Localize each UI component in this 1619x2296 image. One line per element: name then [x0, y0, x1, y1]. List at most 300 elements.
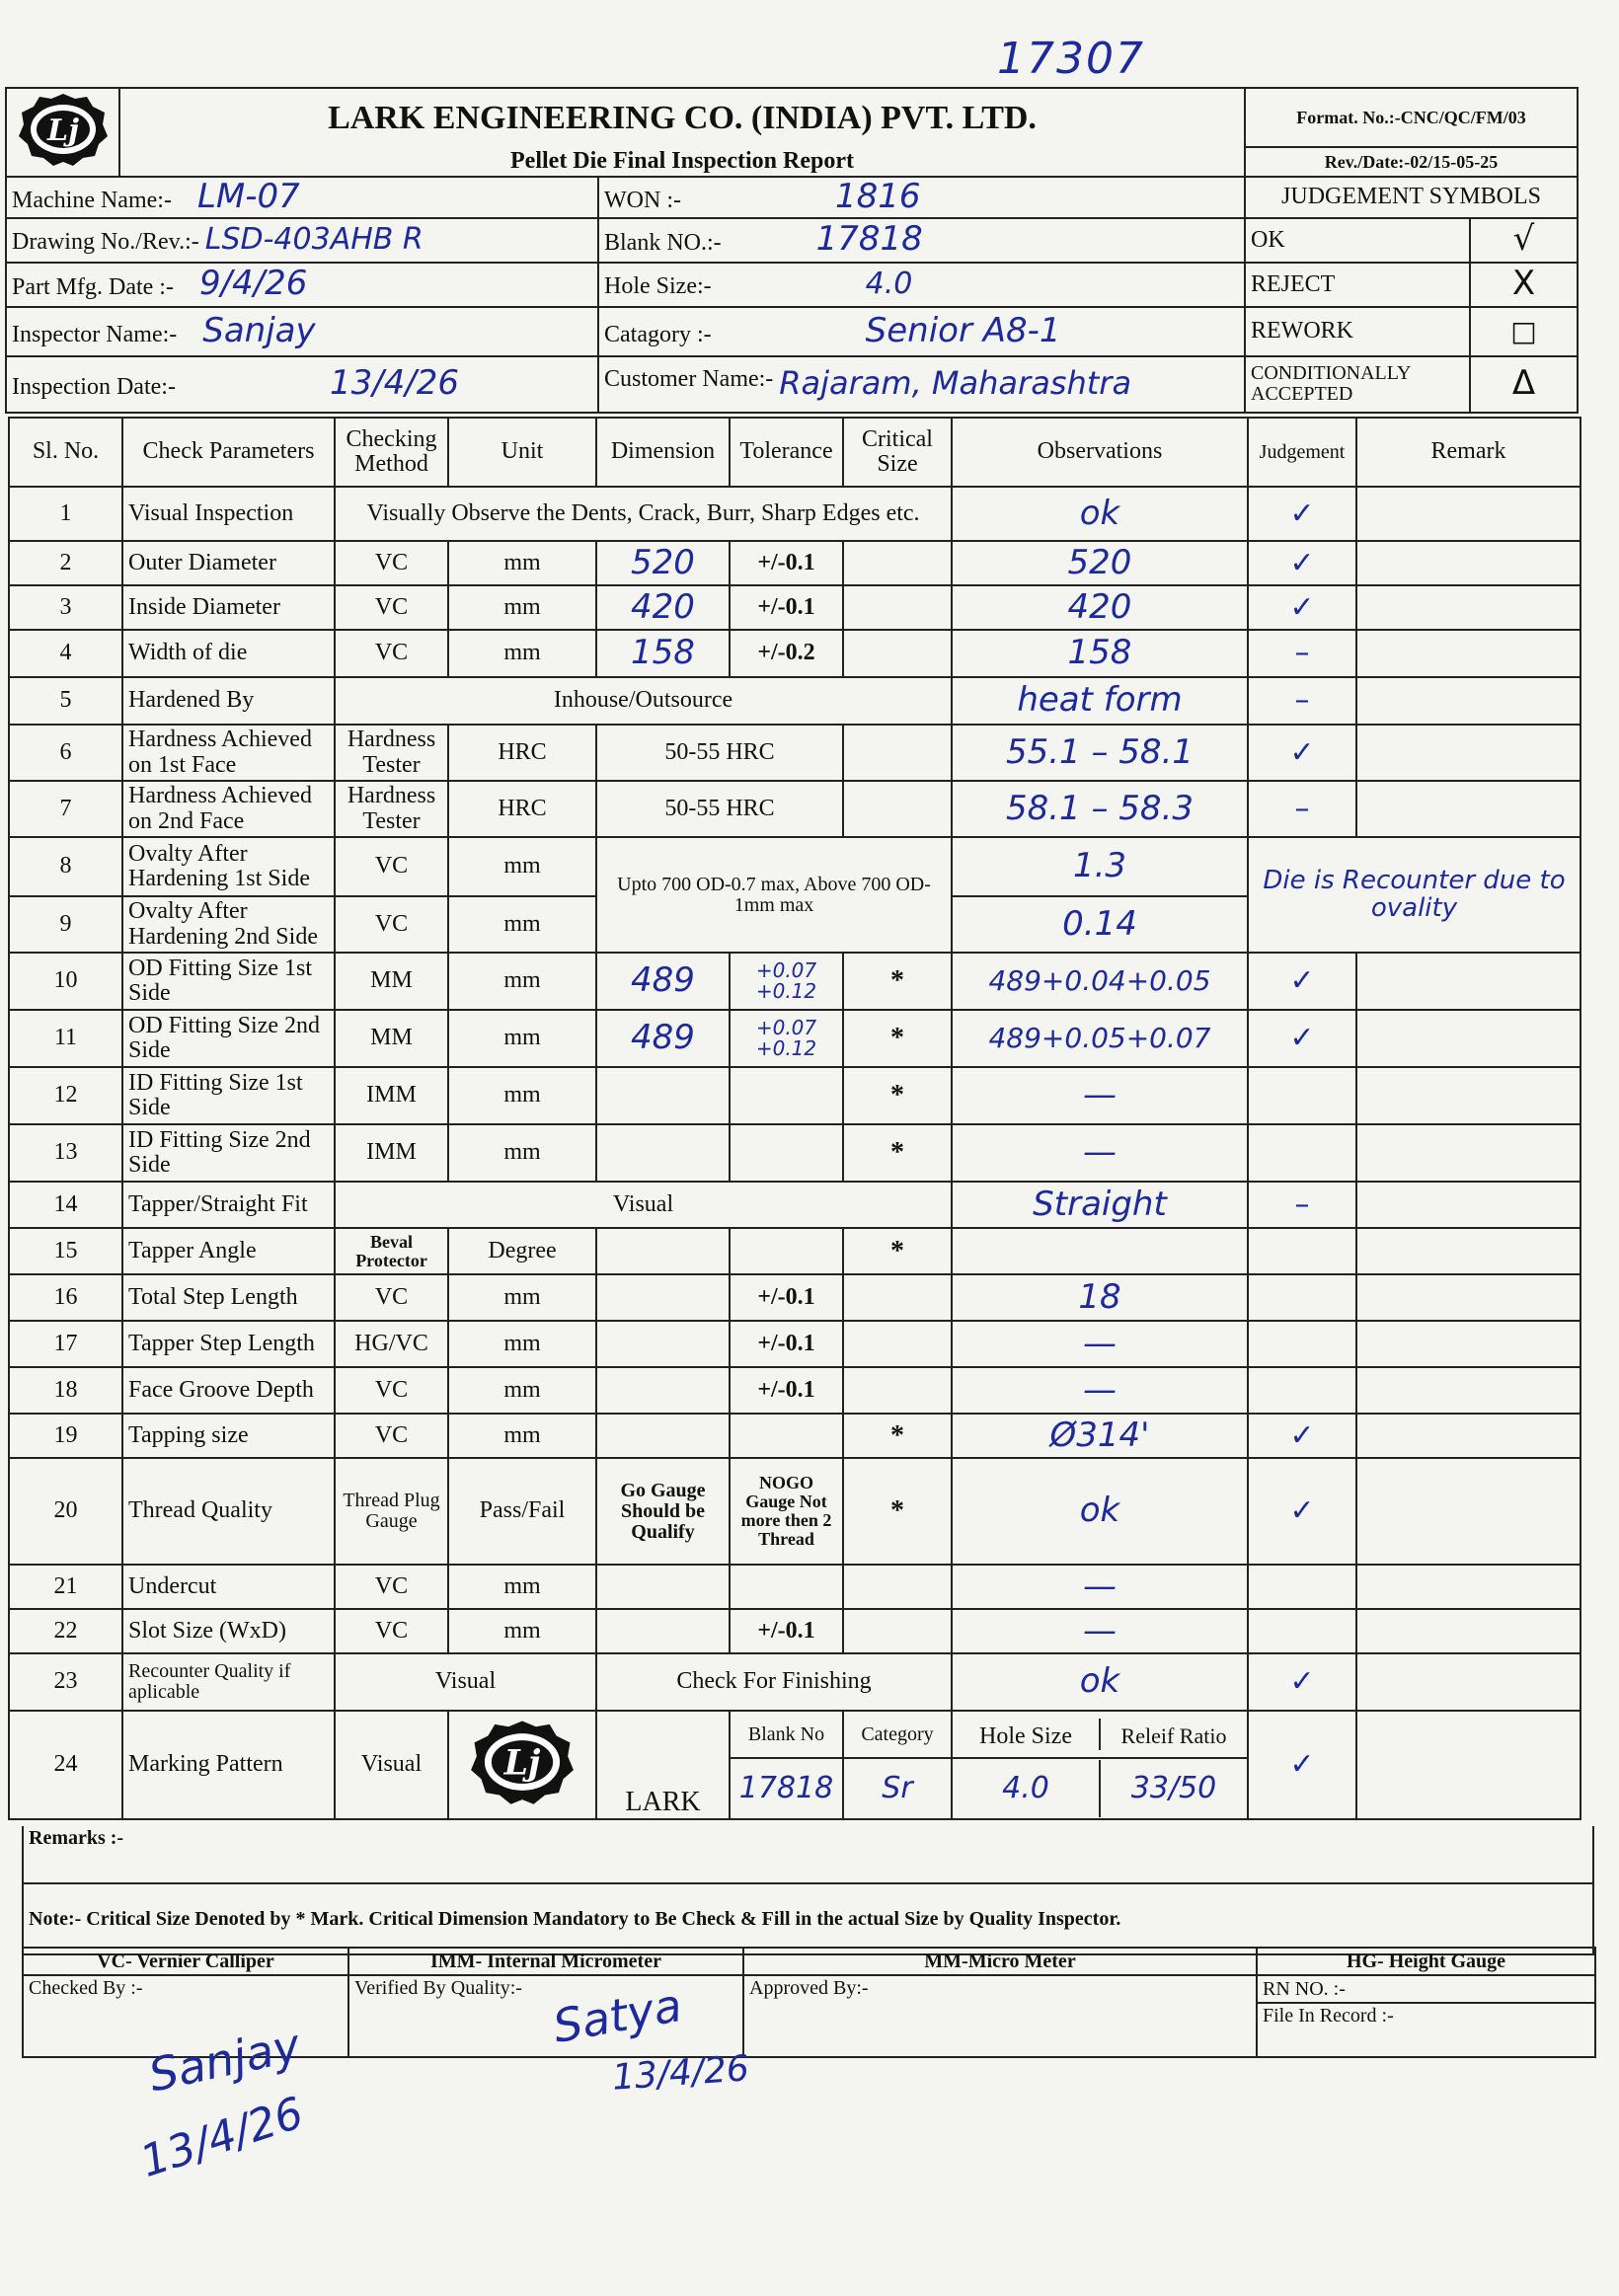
row-method: Thread Plug Gauge: [335, 1458, 448, 1565]
company-logo: [6, 88, 119, 177]
row-critical: [843, 1274, 952, 1321]
row-judgement: ✓: [1248, 487, 1356, 541]
row-sl: 15: [9, 1228, 122, 1274]
row-sl: 7: [9, 781, 122, 837]
table-row: [9, 1414, 1580, 1458]
row-param: Inside Diameter: [122, 585, 335, 630]
row-method: VC: [335, 585, 448, 630]
row-judgement: ✓: [1248, 1458, 1356, 1565]
row-critical: [843, 725, 952, 781]
row-method: Beval Protector: [335, 1228, 448, 1274]
row-tolerance: [730, 1124, 843, 1182]
row-critical: [843, 1609, 952, 1653]
row-param: Ovalty After Hardening 2nd Side: [122, 896, 335, 953]
judgement-reject-label: REJECT: [1245, 263, 1470, 307]
table-row: [9, 1182, 1580, 1228]
table-row: [9, 1711, 1580, 1758]
row-critical: [843, 630, 952, 677]
row-judgement: ✓: [1248, 725, 1356, 781]
row-critical: *: [843, 1414, 952, 1458]
row-dimension: 420: [596, 585, 730, 630]
row-judgement: [1248, 1067, 1356, 1124]
verified-by-field: Verified By Quality:-: [348, 1975, 743, 2057]
row-method: MM: [335, 953, 448, 1010]
row-dimension: [596, 1274, 730, 1321]
row-sl: 24: [9, 1711, 122, 1819]
row-observation: Straight: [952, 1182, 1248, 1228]
row-dimension: 489: [596, 1010, 730, 1067]
top-serial-number: 17307: [997, 34, 1145, 84]
marking-lark-text: LARK: [596, 1711, 730, 1819]
table-row: [9, 487, 1580, 541]
row-judgement: [1248, 1609, 1356, 1653]
checked-by-signature: Sanjay: [144, 2018, 305, 2103]
table-row: [9, 630, 1580, 677]
row-unit: mm: [448, 1609, 596, 1653]
checked-by-field: Checked By :-: [23, 1975, 348, 2057]
row-tolerance: +/-0.2: [730, 630, 843, 677]
row-method: VC: [335, 1274, 448, 1321]
row-judgement: ✓: [1248, 585, 1356, 630]
row-sl: 16: [9, 1274, 122, 1321]
row-sl: 13: [9, 1124, 122, 1182]
row-unit: mm: [448, 1565, 596, 1609]
row-tolerance: +/-0.1: [730, 1274, 843, 1321]
row-spec: 50-55 HRC: [596, 725, 843, 781]
row-unit: mm: [448, 837, 596, 896]
row-critical: *: [843, 1067, 952, 1124]
row-dimension: [596, 1228, 730, 1274]
svg-text:Lj: Lj: [503, 1743, 541, 1784]
row-tolerance: [730, 1414, 843, 1458]
row-remark: [1356, 1010, 1580, 1067]
row-remark: [1356, 1228, 1580, 1274]
col-judgement: Judgement: [1248, 418, 1356, 487]
verified-by-signature: Satya: [549, 1978, 686, 2053]
row-sl: 10: [9, 953, 122, 1010]
row-sl: 4: [9, 630, 122, 677]
row-critical: [843, 585, 952, 630]
row-critical: [843, 1321, 952, 1367]
table-row: [9, 541, 1580, 585]
row-sl: 19: [9, 1414, 122, 1458]
table-row: [9, 585, 1580, 630]
row-judgement: [1248, 1367, 1356, 1414]
row-param: Width of die: [122, 630, 335, 677]
row-remark: [1356, 725, 1580, 781]
inspection-table: [8, 417, 1581, 1820]
judgement-ok-label: OK: [1245, 218, 1470, 263]
row-spec: 50-55 HRC: [596, 781, 843, 837]
report-title: Pellet Die Final Inspection Report: [119, 147, 1245, 177]
table-row: [9, 1367, 1580, 1414]
row-sl: 8: [9, 837, 122, 896]
row-unit: mm: [448, 1367, 596, 1414]
row-critical: *: [843, 953, 952, 1010]
row-remark: [1356, 1182, 1580, 1228]
row-observation: —: [952, 1609, 1248, 1653]
row-method: HG/VC: [335, 1321, 448, 1367]
row-critical: *: [843, 1458, 952, 1565]
remarks-table: [22, 1826, 1594, 1955]
row-param: Thread Quality: [122, 1458, 335, 1565]
row-dimension: [596, 1067, 730, 1124]
row-unit: mm: [448, 1124, 596, 1182]
row-method: VC: [335, 896, 448, 953]
row-judgement: –: [1248, 1182, 1356, 1228]
row-tolerance: NOGO Gauge Not more then 2 Thread: [730, 1458, 843, 1565]
inspection-date-field: Inspection Date:- 13/4/26: [6, 356, 598, 413]
row-sl: 23: [9, 1653, 122, 1711]
judgement-rework-label: REWORK: [1245, 307, 1470, 356]
row-critical: [843, 781, 952, 837]
rework-symbol: □: [1470, 307, 1578, 356]
machine-name-field: Machine Name:- LM-07: [6, 177, 598, 218]
row-unit: Degree: [448, 1228, 596, 1274]
category-field: Catagory :- Senior A8-1: [598, 307, 1245, 356]
table-row: [9, 1609, 1580, 1653]
row-critical: *: [843, 1228, 952, 1274]
table-row: [9, 1565, 1580, 1609]
row-param: OD Fitting Size 2nd Side: [122, 1010, 335, 1067]
hole-size-field: Hole Size:- 4.0: [598, 263, 1245, 307]
judgement-conditional-label: CONDITIONALLY ACCEPTED: [1245, 356, 1470, 413]
reject-symbol: X: [1470, 263, 1578, 307]
row-param: Recounter Quality if aplicable: [122, 1653, 335, 1711]
row-remark: [1356, 1067, 1580, 1124]
row-critical: [843, 1565, 952, 1609]
row-observation: [952, 1228, 1248, 1274]
row-unit: mm: [448, 953, 596, 1010]
table-row: [9, 1067, 1580, 1124]
row-observation: 520: [952, 541, 1248, 585]
row-judgement: ✓: [1248, 541, 1356, 585]
row-tolerance: [730, 1228, 843, 1274]
part-mfg-date-field: Part Mfg. Date :- 9/4/26: [6, 263, 598, 307]
row-method: VC: [335, 1414, 448, 1458]
row-method: VC: [335, 630, 448, 677]
row-judgement: [1248, 1228, 1356, 1274]
row-observation: 489+0.04+0.05: [952, 953, 1248, 1010]
format-number: Format. No.:-CNC/QC/FM/03: [1245, 88, 1578, 147]
row-method: VC: [335, 541, 448, 585]
table-row: [9, 781, 1580, 837]
row-tolerance: +/-0.1: [730, 1367, 843, 1414]
row-param: Tapper/Straight Fit: [122, 1182, 335, 1228]
row-unit: mm: [448, 1321, 596, 1367]
row-observation: ok: [952, 1458, 1248, 1565]
row-observation: heat form: [952, 677, 1248, 725]
table-row: [9, 837, 1580, 896]
row-sl: 3: [9, 585, 122, 630]
row-unit: HRC: [448, 781, 596, 837]
row-judgement: ✓: [1248, 953, 1356, 1010]
row-param: Undercut: [122, 1565, 335, 1609]
col-tolerance: Tolerance: [730, 418, 843, 487]
row-dimension: 520: [596, 541, 730, 585]
col-sl: Sl. No.: [9, 418, 122, 487]
table-row: [9, 1274, 1580, 1321]
legend-mm: MM-Micro Meter: [743, 1948, 1257, 1975]
row-observation: —: [952, 1565, 1248, 1609]
row-dimension: [596, 1609, 730, 1653]
row-method: Hardness Tester: [335, 725, 448, 781]
row-spec: Check For Finishing: [596, 1653, 952, 1711]
row-judgement: –: [1248, 781, 1356, 837]
row-dimension: 158: [596, 630, 730, 677]
remarks-label: Remarks :-: [23, 1826, 1593, 1883]
row-unit: Pass/Fail: [448, 1458, 596, 1565]
row-judgement: ✓: [1248, 1010, 1356, 1067]
row-critical: *: [843, 1124, 952, 1182]
row-remark: [1356, 1458, 1580, 1565]
marking-header-group: [952, 1711, 1248, 1758]
row-sl: 22: [9, 1609, 122, 1653]
marking-header-blank: Blank No: [730, 1711, 843, 1758]
row-sl: 6: [9, 725, 122, 781]
row-remark: [1356, 1124, 1580, 1182]
table-row: [9, 1458, 1580, 1565]
row-method: MM: [335, 1010, 448, 1067]
row-unit: mm: [448, 1274, 596, 1321]
table-row: [9, 725, 1580, 781]
row-dimension: [596, 1124, 730, 1182]
row-observation: ok: [952, 487, 1248, 541]
row-method: VC: [335, 1565, 448, 1609]
row-observation: Ø314': [952, 1414, 1248, 1458]
row-param: Face Groove Depth: [122, 1367, 335, 1414]
row-param: Total Step Length: [122, 1274, 335, 1321]
table-header-row: [9, 418, 1580, 487]
row-observation: 489+0.05+0.07: [952, 1010, 1248, 1067]
marking-header-hole: Hole Size: [953, 1719, 1101, 1749]
row-critical: [843, 541, 952, 585]
row-remark: [1356, 1609, 1580, 1653]
table-row: [9, 1010, 1580, 1067]
legend-hg: HG- Height Gauge: [1257, 1948, 1595, 1975]
row-remark: [1356, 781, 1580, 837]
company-name: LARK ENGINEERING CO. (INDIA) PVT. LTD.: [119, 88, 1245, 147]
checked-by-date: 13/4/26: [134, 2088, 310, 2187]
row-remark: [1356, 677, 1580, 725]
revision-date: Rev./Date:-02/15-05-25: [1245, 147, 1578, 177]
row-method: IMM: [335, 1067, 448, 1124]
col-method: Checking Method: [335, 418, 448, 487]
row-judgement: [1248, 1565, 1356, 1609]
marking-value-category: Sr: [843, 1758, 952, 1819]
row-tolerance: +/-0.1: [730, 1609, 843, 1653]
row-method: IMM: [335, 1124, 448, 1182]
table-row: [9, 677, 1580, 725]
marking-header-category: Category: [843, 1711, 952, 1758]
header-table: [5, 87, 1579, 178]
table-row: [9, 1228, 1580, 1274]
table-row: [9, 1321, 1580, 1367]
row-method: Hardness Tester: [335, 781, 448, 837]
col-dimension: Dimension: [596, 418, 730, 487]
row-tolerance: +/-0.1: [730, 541, 843, 585]
col-unit: Unit: [448, 418, 596, 487]
row-sl: 11: [9, 1010, 122, 1067]
row-sl: 14: [9, 1182, 122, 1228]
row-observation: 55.1 – 58.1: [952, 725, 1248, 781]
ok-symbol: √: [1470, 218, 1578, 263]
row-param: Visual Inspection: [122, 487, 335, 541]
row-unit: mm: [448, 1010, 596, 1067]
row-method: Visual: [335, 1653, 596, 1711]
row-sl: 1: [9, 487, 122, 541]
row-param: Ovalty After Hardening 1st Side: [122, 837, 335, 896]
conditional-symbol: Δ: [1470, 356, 1578, 413]
row-judgement: [1248, 1124, 1356, 1182]
row-remark: [1356, 1565, 1580, 1609]
row-unit: mm: [448, 585, 596, 630]
row-method: Visual: [335, 1711, 448, 1819]
row-judgement: ✓: [1248, 1653, 1356, 1711]
row-observation: —: [952, 1124, 1248, 1182]
blank-number-field: Blank NO.:- 17818: [598, 218, 1245, 263]
marking-value-ratio: 33/50: [1130, 1771, 1217, 1806]
legend-imm: IMM- Internal Micrometer: [348, 1948, 743, 1975]
row-param: ID Fitting Size 2nd Side: [122, 1124, 335, 1182]
row-param: Hardness Achieved on 1st Face: [122, 725, 335, 781]
row-remark: [1356, 953, 1580, 1010]
row-judgement: [1248, 1321, 1356, 1367]
row-observation: 58.1 – 58.3: [952, 781, 1248, 837]
row-observation: 420: [952, 585, 1248, 630]
row-observation: —: [952, 1067, 1248, 1124]
inspector-name-field: Inspector Name:- Sanjay: [6, 307, 598, 356]
row-method: VC: [335, 1609, 448, 1653]
row-method: VC: [335, 1367, 448, 1414]
row-param: Hardened By: [122, 677, 335, 725]
row-observation: ok: [952, 1653, 1248, 1711]
customer-name-field: Customer Name:- Rajaram, Maharashtra: [598, 356, 1245, 413]
row-tolerance: +/-0.1: [730, 1321, 843, 1367]
row-param: Outer Diameter: [122, 541, 335, 585]
row-param: Tapper Angle: [122, 1228, 335, 1274]
row-method: VC: [335, 837, 448, 896]
row-spec: Inhouse/Outsource: [335, 677, 952, 725]
row-critical: [843, 1367, 952, 1414]
row-judgement: ✓: [1248, 1711, 1356, 1819]
critical-size-note: Note:- Critical Size Denoted by * Mark. Critical Dimension Mandatory to Be Check & Fill in the actual Size by Quality Inspector.: [23, 1883, 1593, 1954]
row-remark: [1356, 1367, 1580, 1414]
row-dimension: 489: [596, 953, 730, 1010]
ovality-remark: Die is Recounter due to ovality: [1248, 837, 1580, 953]
file-in-record-field: File In Record :-: [1257, 2003, 1595, 2057]
row-critical: *: [843, 1010, 952, 1067]
row-unit: HRC: [448, 725, 596, 781]
row-spec: Visual: [335, 1182, 952, 1228]
row-tolerance: [730, 1565, 843, 1609]
marking-value-group: [952, 1758, 1248, 1819]
row-dimension: [596, 1414, 730, 1458]
row-judgement: –: [1248, 630, 1356, 677]
row-observation: 1.3: [952, 837, 1248, 896]
table-row: [9, 1653, 1580, 1711]
row-remark: [1356, 1711, 1580, 1819]
info-table: [5, 176, 1579, 414]
row-tolerance: [730, 1067, 843, 1124]
row-unit: mm: [448, 630, 596, 677]
marking-logo: [448, 1711, 596, 1819]
row-judgement: ✓: [1248, 1414, 1356, 1458]
marking-header-ratio: Releif Ratio: [1120, 1723, 1227, 1749]
row-sl: 9: [9, 896, 122, 953]
row-remark: [1356, 541, 1580, 585]
row-observation: 0.14: [952, 896, 1248, 953]
row-judgement: [1248, 1274, 1356, 1321]
row-tolerance: +/-0.1: [730, 585, 843, 630]
row-observation: 158: [952, 630, 1248, 677]
won-field: WON :- 1816: [598, 177, 1245, 218]
row-sl: 12: [9, 1067, 122, 1124]
row-remark: [1356, 1274, 1580, 1321]
marking-value-hole: 4.0: [953, 1760, 1101, 1817]
col-remark: Remark: [1356, 418, 1580, 487]
row-remark: [1356, 487, 1580, 541]
row-dimension: Go Gauge Should be Qualify: [596, 1458, 730, 1565]
row-remark: [1356, 1414, 1580, 1458]
svg-text:Lj: Lj: [46, 114, 79, 148]
verified-by-date: 13/4/26: [610, 2048, 751, 2099]
row-sl: 17: [9, 1321, 122, 1367]
row-sl: 21: [9, 1565, 122, 1609]
table-row: [9, 953, 1580, 1010]
row-unit: mm: [448, 541, 596, 585]
row-sl: 2: [9, 541, 122, 585]
row-tolerance: +0.07 +0.12: [730, 1010, 843, 1067]
row-remark: [1356, 1653, 1580, 1711]
row-dimension: [596, 1565, 730, 1609]
row-dimension: [596, 1321, 730, 1367]
rn-no-field: RN NO. :-: [1257, 1975, 1595, 2003]
row-param: Tapper Step Length: [122, 1321, 335, 1367]
row-param: Hardness Achieved on 2nd Face: [122, 781, 335, 837]
col-param: Check Parameters: [122, 418, 335, 487]
row-dimension: [596, 1367, 730, 1414]
row-observation: —: [952, 1321, 1248, 1367]
row-sl: 18: [9, 1367, 122, 1414]
row-param: OD Fitting Size 1st Side: [122, 953, 335, 1010]
row-param: Slot Size (WxD): [122, 1609, 335, 1653]
row-sl: 20: [9, 1458, 122, 1565]
approved-by-field: Approved By:-: [743, 1975, 1257, 2057]
row-judgement: –: [1248, 677, 1356, 725]
table-row: [9, 1124, 1580, 1182]
row-param: Tapping size: [122, 1414, 335, 1458]
row-remark: [1356, 630, 1580, 677]
row-unit: mm: [448, 1414, 596, 1458]
col-critical: Critical Size: [843, 418, 952, 487]
row-observation: —: [952, 1367, 1248, 1414]
row-unit: mm: [448, 1067, 596, 1124]
row-unit: mm: [448, 896, 596, 953]
row-spec: Visually Observe the Dents, Crack, Burr, Sharp Edges etc.: [335, 487, 952, 541]
row-remark: [1356, 585, 1580, 630]
row-tolerance: +0.07 +0.12: [730, 953, 843, 1010]
col-observations: Observations: [952, 418, 1248, 487]
row-sl: 5: [9, 677, 122, 725]
row-remark: [1356, 1321, 1580, 1367]
judgement-symbols-title: JUDGEMENT SYMBOLS: [1245, 177, 1578, 218]
legend-vc: VC- Vernier Calliper: [23, 1948, 348, 1975]
row-param: ID Fitting Size 1st Side: [122, 1067, 335, 1124]
row-param: Marking Pattern: [122, 1711, 335, 1819]
drawing-number-field: Drawing No./Rev.:- LSD-403AHB R: [6, 218, 598, 263]
ovality-spec: Upto 700 OD-0.7 max, Above 700 OD-1mm max: [596, 837, 952, 953]
